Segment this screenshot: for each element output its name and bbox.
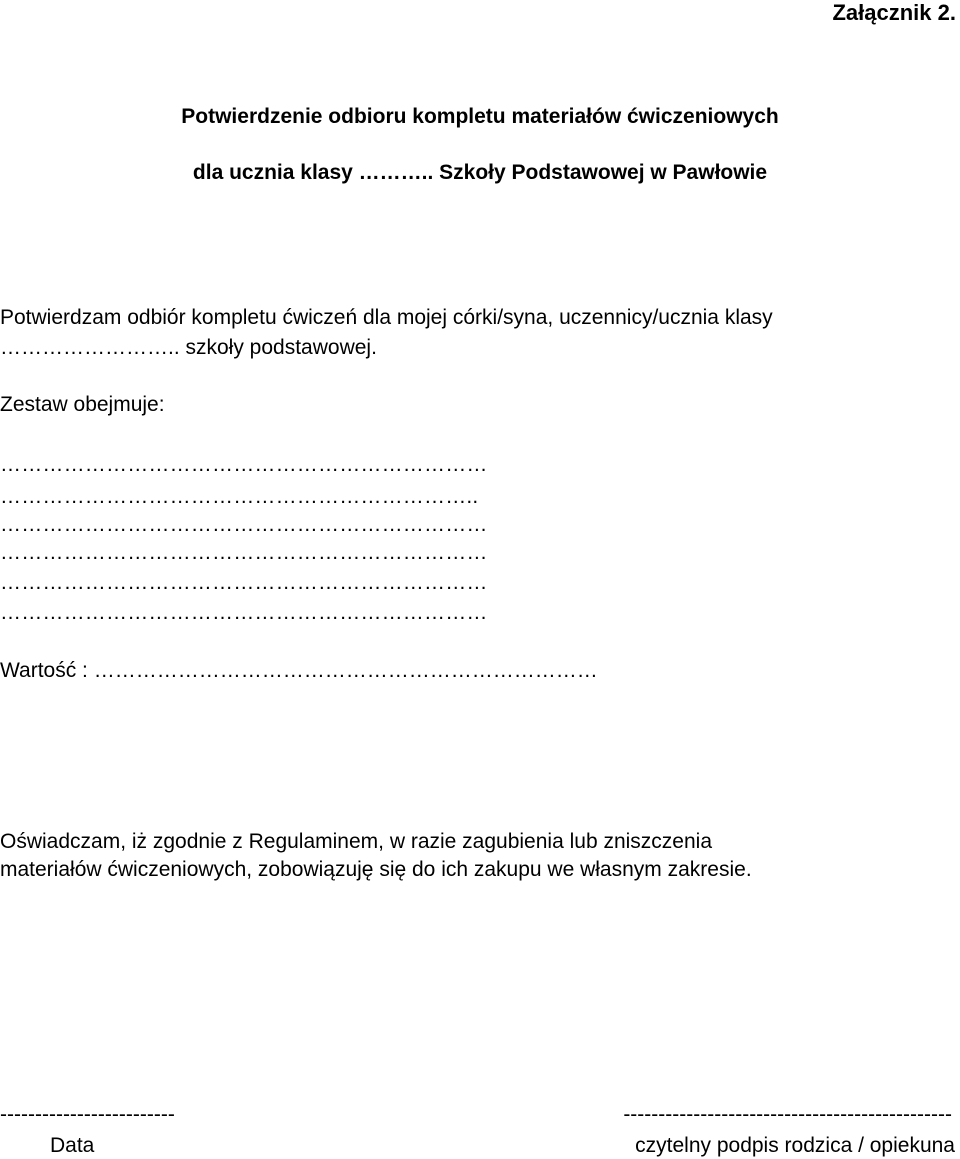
- fill-in-line: ……………………………………………………………: [0, 571, 488, 594]
- date-label: Data: [50, 1134, 95, 1157]
- fill-in-line: ……………………………………………………………: [0, 513, 488, 536]
- parent-signature-label: czytelny podpis rodzica / opiekuna: [635, 1134, 955, 1157]
- document-subtitle: dla ucznia klasy ……….. Szkoły Podstawowej w Pawłowie: [192, 161, 768, 184]
- fill-in-line: ……………………………………………………………: [0, 601, 488, 624]
- confirmation-text-line2: …………………….. szkoły podstawowej.: [0, 336, 377, 359]
- fill-in-line: …………………………………………………………..: [0, 485, 479, 508]
- value-field: Wartość : ………………………………………………………………: [0, 659, 598, 682]
- parent-signature-line: -----------------------------------------------: [623, 1103, 952, 1126]
- fill-in-line: ……………………………………………………………: [0, 453, 488, 476]
- document-title: Potwierdzenie odbioru kompletu materiałów ćwiczeniowych: [181, 105, 779, 128]
- annex-label: Załącznik 2.: [832, 0, 956, 25]
- date-signature-line: -------------------------: [0, 1103, 175, 1126]
- fill-in-line: ……………………………………………………………: [0, 541, 488, 564]
- set-contents-label: Zestaw obejmuje:: [0, 393, 165, 416]
- confirmation-text-line1: Potwierdzam odbiór kompletu ćwiczeń dla mojej córki/syna, uczennicy/ucznia klasy: [0, 306, 773, 329]
- declaration-text-line1: Oświadczam, iż zgodnie z Regulaminem, w razie zagubienia lub zniszczenia: [0, 830, 713, 853]
- declaration-text-line2: materiałów ćwiczeniowych, zobowiązuję się do ich zakupu we własnym zakresie.: [0, 858, 752, 881]
